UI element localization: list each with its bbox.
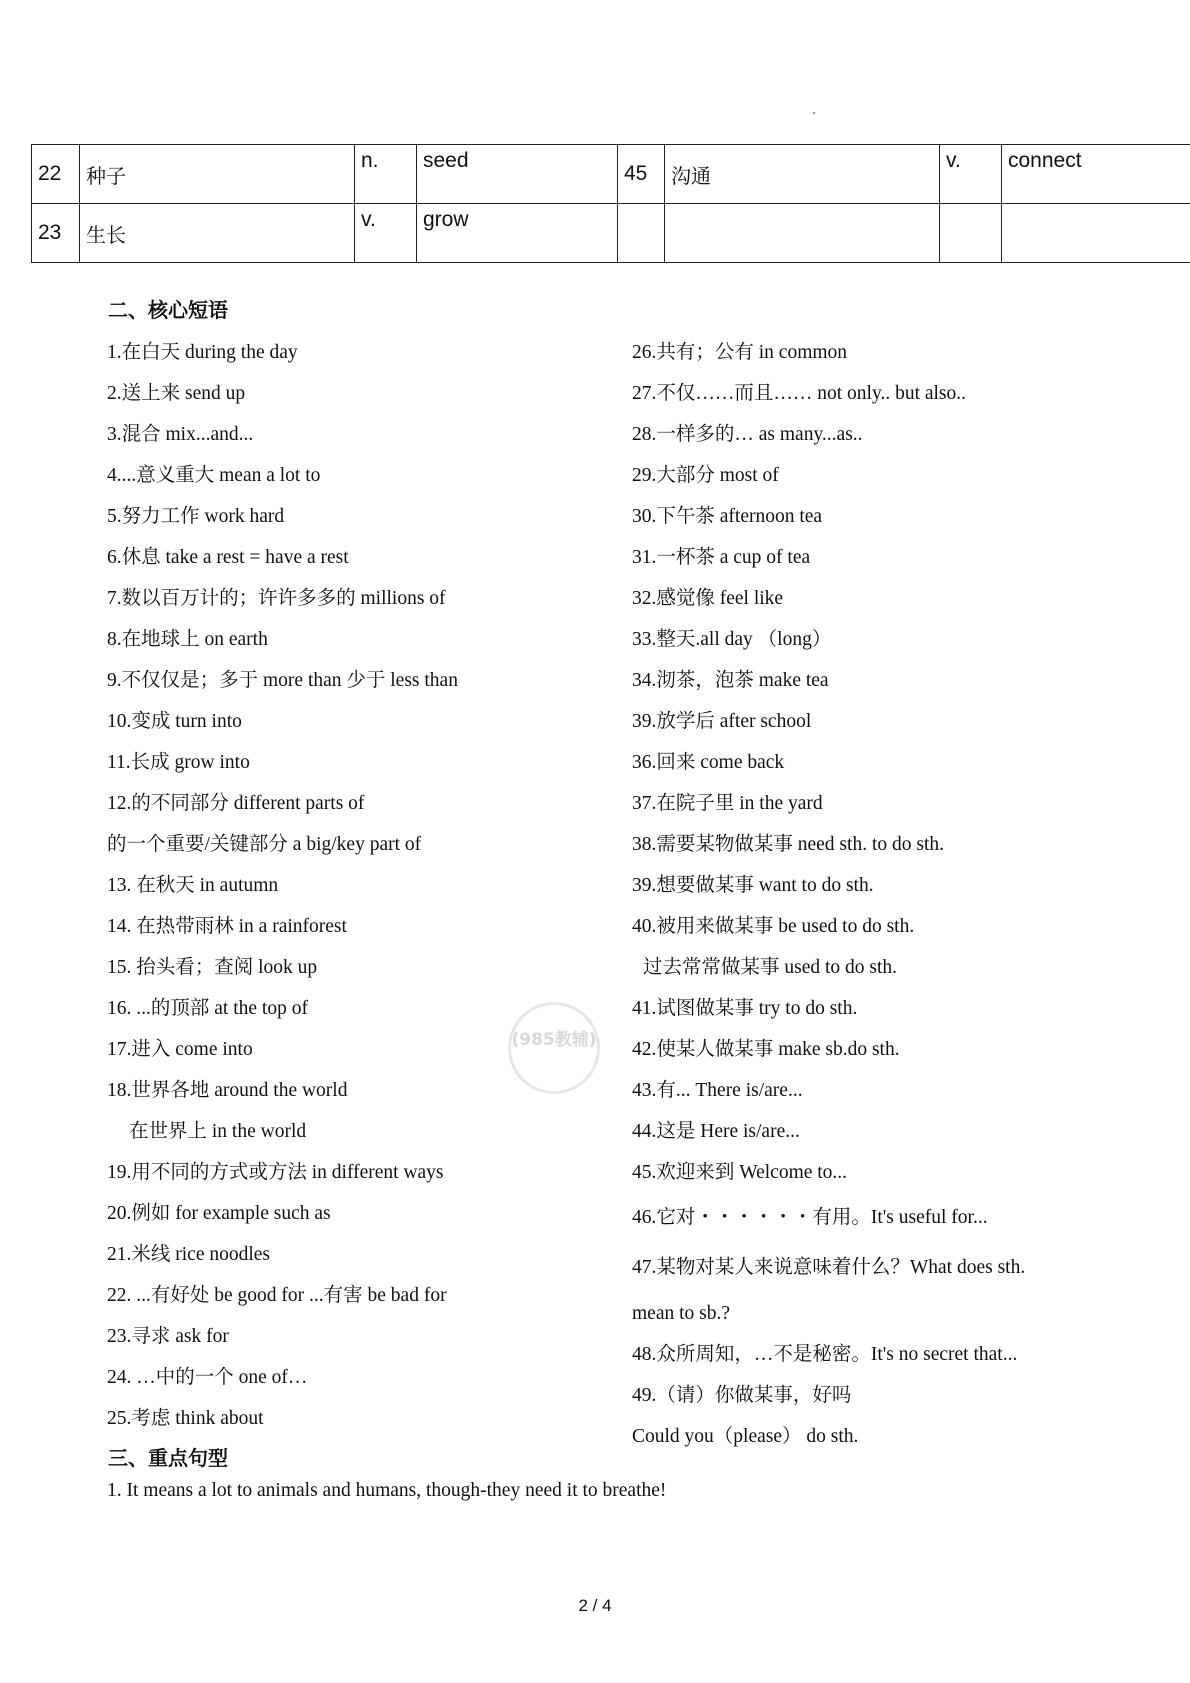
list-item: 26.共有；公有 in common bbox=[632, 342, 848, 363]
list-item: 1.在白天 during the day bbox=[107, 342, 298, 363]
list-item: 42.使某人做某事 make sb.do sth. bbox=[632, 1039, 900, 1060]
list-item: 43.有... There is/are... bbox=[632, 1080, 803, 1101]
watermark-text: (985教辅) bbox=[511, 1030, 597, 1050]
vocab-part-of-speech bbox=[940, 204, 1002, 263]
list-item: 5.努力工作 work hard bbox=[107, 506, 285, 527]
vocab-part-of-speech: n. bbox=[355, 145, 417, 204]
list-item: 29.大部分 most of bbox=[632, 465, 779, 486]
vocab-part-of-speech: v. bbox=[355, 204, 417, 263]
list-item: 10.变成 turn into bbox=[107, 711, 242, 732]
list-item: 14. 在热带雨林 in a rainforest bbox=[107, 916, 347, 937]
section-title-key-sentences: 三、重点句型 bbox=[108, 1446, 228, 1470]
speck bbox=[813, 112, 815, 114]
list-item: 45.欢迎来到 Welcome to... bbox=[632, 1162, 848, 1183]
list-item: 47.某物对某人来说意味着什么？What does sth. bbox=[632, 1257, 1026, 1278]
list-item: 19.用不同的方式或方法 in different ways bbox=[107, 1162, 444, 1183]
vocab-table bbox=[31, 144, 1190, 263]
list-item: 40.被用来做某事 be used to do sth. bbox=[632, 916, 915, 937]
vocab-number: 45 bbox=[618, 145, 665, 204]
list-item: 31.一杯茶 a cup of tea bbox=[632, 547, 811, 568]
vocab-english bbox=[1002, 204, 1190, 263]
watermark-stamp bbox=[508, 1002, 600, 1094]
list-item: 15. 抬头看；查阅 look up bbox=[107, 957, 318, 978]
vocab-number bbox=[618, 204, 665, 263]
list-item: 16. ...的顶部 at the top of bbox=[107, 998, 308, 1019]
list-item: 6.休息 take a rest = have a rest bbox=[107, 547, 349, 568]
list-item: 20.例如 for example such as bbox=[107, 1203, 331, 1224]
vocab-number: 23 bbox=[32, 204, 80, 263]
vocab-chinese: 生长 bbox=[80, 204, 355, 263]
list-item: 8.在地球上 on earth bbox=[107, 629, 268, 650]
list-item: 7.数以百万计的；许许多多的 millions of bbox=[107, 588, 446, 609]
page-number: 2 / 4 bbox=[578, 1596, 612, 1615]
list-item: 48.众所周知，…不是秘密。It's no secret that... bbox=[632, 1344, 1018, 1365]
list-item: 21.米线 rice noodles bbox=[107, 1244, 271, 1265]
list-item: 18.世界各地 around the world bbox=[107, 1080, 348, 1101]
list-item: 30.下午茶 afternoon tea bbox=[632, 506, 823, 527]
list-item: 38.需要某物做某事 need sth. to do sth. bbox=[632, 834, 944, 855]
list-item: 44.这是 Here is/are... bbox=[632, 1121, 800, 1142]
phrase-list-right bbox=[632, 332, 1152, 1457]
list-item: 的一个重要/关键部分 a big/key part of bbox=[107, 834, 422, 855]
list-item: Could you（please） do sth. bbox=[632, 1426, 859, 1447]
list-item: 22. ...有好处 be good for ...有害 be bad for bbox=[107, 1285, 447, 1306]
phrase-list-left bbox=[107, 332, 627, 1439]
list-item: 46.它对・・・・・・有用。It's useful for... bbox=[632, 1207, 988, 1228]
list-item: 2.送上来 send up bbox=[107, 383, 246, 404]
list-item: 9.不仅仅是；多于 more than 少于 less than bbox=[107, 670, 458, 691]
list-item: 34.沏茶，泡茶 make tea bbox=[632, 670, 829, 691]
list-item: 33.整天.all day （long） bbox=[632, 629, 832, 650]
list-item: 在世界上 in the world bbox=[129, 1121, 307, 1142]
list-item: 13. 在秋天 in autumn bbox=[107, 875, 279, 896]
list-item: 23.寻求 ask for bbox=[107, 1326, 229, 1347]
list-item: 36.回来 come back bbox=[632, 752, 785, 773]
vocab-number: 22 bbox=[32, 145, 80, 204]
list-item: 32.感觉像 feel like bbox=[632, 588, 784, 609]
list-item: 27.不仅……而且…… not only.. but also.. bbox=[632, 383, 967, 404]
vocab-english: seed bbox=[417, 145, 618, 204]
vocab-chinese: 种子 bbox=[80, 145, 355, 204]
list-item: 24. …中的一个 one of… bbox=[107, 1367, 308, 1388]
vocab-chinese: 沟通 bbox=[665, 145, 940, 204]
list-item: 49.（请）你做某事，好吗 bbox=[632, 1385, 852, 1406]
vocab-english: grow bbox=[417, 204, 618, 263]
table-row bbox=[32, 204, 1190, 263]
list-item: 4....意义重大 mean a lot to bbox=[107, 465, 321, 486]
list-item: 39.放学后 after school bbox=[632, 711, 812, 732]
table-row bbox=[32, 145, 1190, 204]
vocab-chinese bbox=[665, 204, 940, 263]
list-item: 17.进入 come into bbox=[107, 1039, 253, 1060]
key-sentence: 1. It means a lot to animals and humans, though-they need it to breathe! bbox=[107, 1480, 667, 1501]
list-item: 11.长成 grow into bbox=[107, 752, 250, 773]
list-item: 37.在院子里 in the yard bbox=[632, 793, 823, 814]
vocab-part-of-speech: v. bbox=[940, 145, 1002, 204]
list-item: 过去常常做某事 used to do sth. bbox=[643, 957, 898, 978]
list-item: 12.的不同部分 different parts of bbox=[107, 793, 365, 814]
list-item: 25.考虑 think about bbox=[107, 1408, 264, 1429]
list-item: mean to sb.? bbox=[632, 1303, 731, 1324]
list-item: 41.试图做某事 try to do sth. bbox=[632, 998, 858, 1019]
vocab-english: connect bbox=[1002, 145, 1190, 204]
section-title-core-phrases: 二、核心短语 bbox=[108, 298, 228, 322]
list-item: 3.混合 mix...and... bbox=[107, 424, 254, 445]
list-item: 28.一样多的… as many...as.. bbox=[632, 424, 863, 445]
list-item: 39.想要做某事 want to do sth. bbox=[632, 875, 874, 896]
